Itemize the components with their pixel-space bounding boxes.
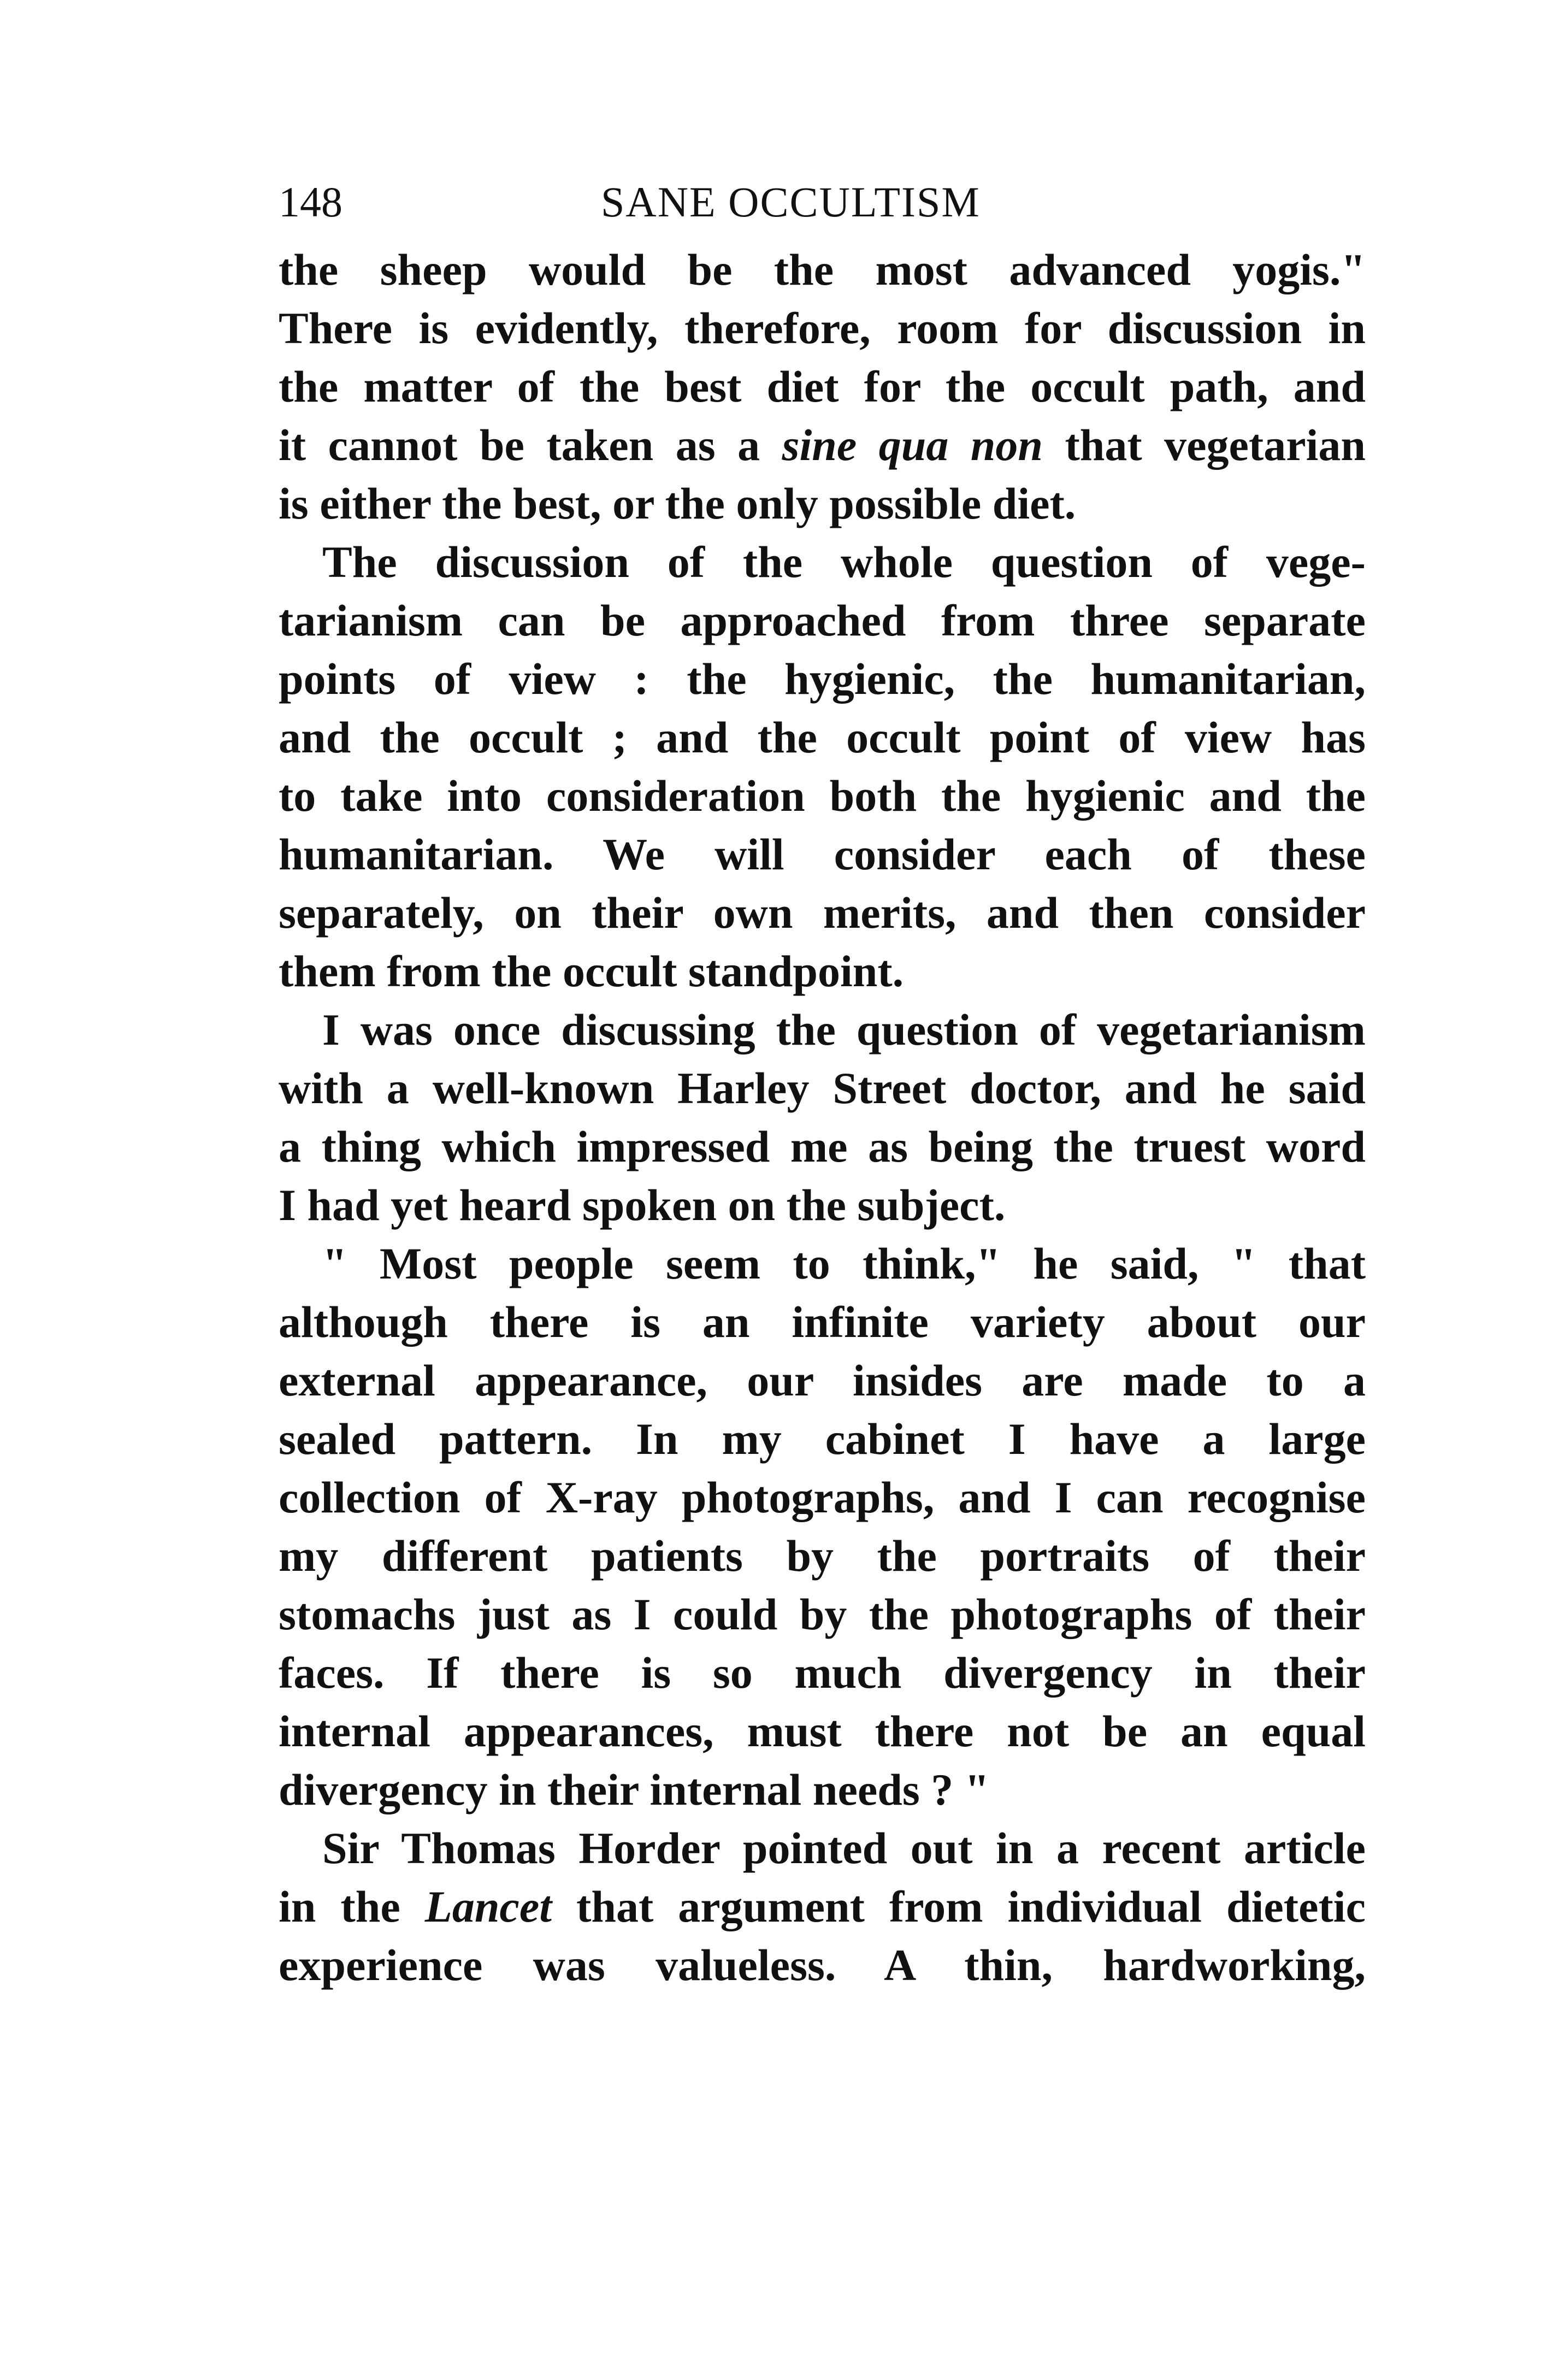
text-line: internal appearances, must there not be an equal xyxy=(279,1706,1366,1756)
text-line: my different patients by the portraits of their xyxy=(279,1531,1366,1581)
text-line: external appearance, our insides are made to a xyxy=(279,1356,1366,1405)
text-line: faces. If there is so much divergency in their xyxy=(279,1648,1366,1698)
text-line: collection of X-ray photographs, and I can recognise xyxy=(279,1472,1366,1522)
text-line: and the occult ; and the occult point of view has xyxy=(279,712,1366,762)
text-line: tarianism can be approached from three separate xyxy=(279,596,1366,645)
text-line: to take into consideration both the hygienic and the xyxy=(279,771,1366,821)
text-line: points of view : the hygienic, the humanitarian, xyxy=(279,654,1366,704)
text-line: although there is an infinite variety about our xyxy=(279,1297,1366,1347)
text-line: humanitarian. We will consider each of these xyxy=(279,829,1366,879)
text-line: There is evidently, therefore, room for discussion in xyxy=(279,303,1366,353)
text-line: is either the best, or the only possible diet. xyxy=(279,479,1076,528)
page-number: 148 xyxy=(279,178,343,226)
journal-title: Lancet xyxy=(424,1882,552,1931)
text-line: them from the occult standpoint. xyxy=(279,946,904,996)
text-line: separately, on their own merits, and then consider xyxy=(279,888,1366,938)
text-line: experience was valueless. A thin, hardworking, xyxy=(279,1940,1366,1990)
text-line: " Most people seem to think," he said, " that xyxy=(322,1239,1366,1288)
text-line: stomachs just as I could by the photographs of their xyxy=(279,1589,1366,1639)
text-line: with a well-known Harley Street doctor, and he said xyxy=(279,1063,1366,1113)
text-line: I was once discussing the question of vegetarianism xyxy=(322,1005,1366,1054)
text-line: sealed pattern. In my cabinet I have a large xyxy=(279,1414,1366,1464)
text-line: the sheep would be the most advanced yogis." xyxy=(279,245,1366,294)
running-title: SANE OCCULTISM xyxy=(601,178,981,226)
text-line: divergency in their internal needs ? " xyxy=(279,1765,990,1815)
text-line: the matter of the best diet for the occult path, and xyxy=(279,362,1366,411)
text-run: it cannot be taken as a xyxy=(279,420,782,470)
latin-phrase: sine qua non xyxy=(782,420,1043,470)
text-line: a thing which impressed me as being the truest word xyxy=(279,1122,1366,1171)
text-line: The discussion of the whole question of vege- xyxy=(322,537,1366,587)
running-head xyxy=(279,164,1366,240)
text-run: in the xyxy=(279,1882,425,1931)
text-run: that argument from individual dietetic xyxy=(552,1882,1366,1931)
text-line xyxy=(279,1877,1366,1936)
book-page xyxy=(279,164,1366,1994)
text-run: that vegetarian xyxy=(1042,420,1366,470)
text-line xyxy=(279,416,1366,474)
text-line: I had yet heard spoken on the subject. xyxy=(279,1180,1006,1230)
text-line: Sir Thomas Horder pointed out in a recent article xyxy=(322,1823,1366,1873)
body-text xyxy=(279,240,1366,1994)
